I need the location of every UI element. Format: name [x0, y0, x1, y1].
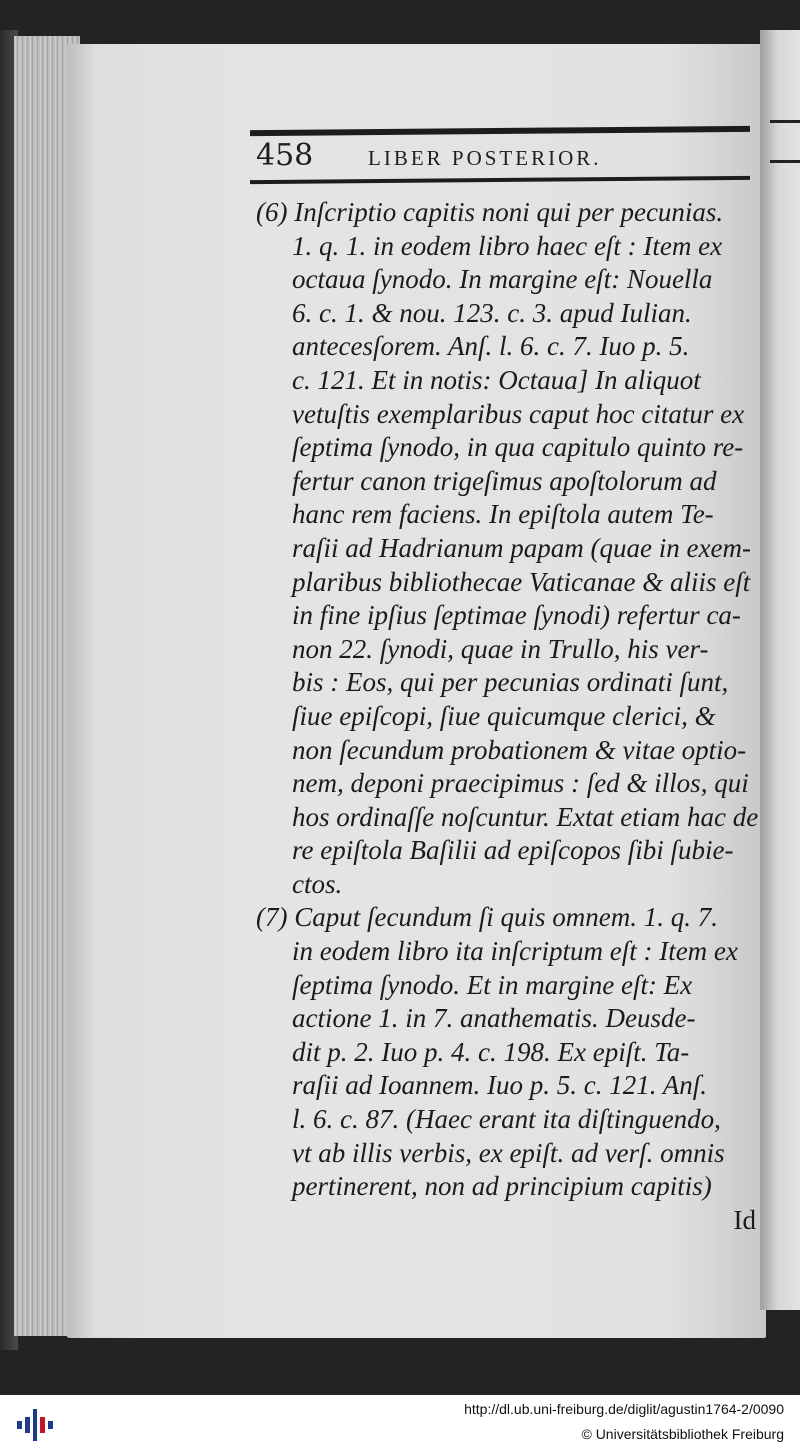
text-line: (6) Inſcriptio capitis noni qui per pecunias.	[256, 197, 724, 227]
page-number: 458	[256, 138, 314, 173]
copyright-notice: © Universitätsbibliothek Freiburg	[581, 1426, 784, 1442]
text-line: 1. q. 1. in eodem libro haec eſt : Item ex	[292, 230, 723, 261]
text-line: bis : Eos, qui per pecunias ordinati ſunt,	[292, 667, 729, 698]
text-line: ſiue epiſcopi, ſiue quicumque clerici, &	[292, 700, 716, 731]
text-line: raſii ad Hadrianum papam (quae in exem-	[292, 532, 751, 563]
ub-freiburg-logo-icon	[14, 1403, 54, 1443]
text-line: re epiſtola Baſilii ad epiſcopos ſibi ſubie-	[292, 835, 734, 866]
text-line: hanc rem faciens. In epiſtola autem Te-	[292, 499, 714, 530]
text-line: antecesſorem. Anſ. l. 6. c. 7. Iuo p. 5.	[292, 331, 690, 362]
text-line: ſeptima ſynodo, in qua capitulo quinto re-	[292, 432, 744, 463]
running-title: LIBER POSTERIOR.	[368, 146, 602, 170]
text-line: in fine ipſius ſeptimae ſynodi) refertur ca-	[292, 600, 741, 631]
text-line: non ſecundum probationem & vitae optio-	[292, 734, 747, 765]
text-line: vt ab illis verbis, ex epiſt. ad verſ. omnis	[292, 1137, 725, 1168]
text-line: hos ordinaſſe noſcuntur. Extat etiam hac de	[292, 801, 759, 832]
text-line: 6. c. 1. & nou. 123. c. 3. apud Iulian.	[292, 297, 692, 328]
text-line: octaua ſynodo. In margine eſt: Nouella	[292, 264, 713, 295]
text-line: l. 6. c. 87. (Haec erant ita diſtinguendo,	[292, 1104, 721, 1135]
text-line: plaribus bibliothecae Vaticanae & aliis eſt	[292, 566, 751, 597]
text-line: actione 1. in 7. anathematis. Deusde-	[292, 1003, 696, 1034]
text-line: dit p. 2. Iuo p. 4. c. 198. Ex epiſt. Ta-	[292, 1036, 690, 1067]
viewer-footer	[0, 1395, 800, 1451]
text-line: non 22. ſynodi, quae in Trullo, his ver-	[292, 633, 709, 664]
text-line: (7) Caput ſecundum ſi quis omnem. 1. q. 7.	[256, 902, 718, 933]
text-line: ſeptima ſynodo. Et in margine eſt: Ex	[292, 969, 693, 1000]
text-line: fertur canon trigeſimus apoſtolorum ad	[292, 465, 717, 496]
document-url-link[interactable]: http://dl.ub.uni-freiburg.de/diglit/agustin1764-2/0090	[464, 1401, 784, 1417]
text-line: pertinerent, non ad principium capitis)	[292, 1171, 712, 1202]
text-line: c. 121. Et in notis: Octaua] In aliquot	[292, 364, 701, 395]
text-line: in eodem libro ita inſcriptum eſt : Item ex	[292, 936, 738, 967]
text-line: ctos.	[292, 868, 343, 899]
text-line: raſii ad Ioannem. Iuo p. 5. c. 121. Anſ.	[292, 1070, 707, 1101]
facing-page-edge	[760, 30, 800, 1310]
text-line: Id	[733, 1204, 756, 1235]
running-head	[256, 138, 746, 178]
text-line: nem, deponi praecipimus : ſed & illos, qui	[292, 768, 749, 799]
footnote-text-block	[256, 196, 759, 1237]
text-line: vetuſtis exemplaribus caput hoc citatur ex	[292, 398, 745, 429]
